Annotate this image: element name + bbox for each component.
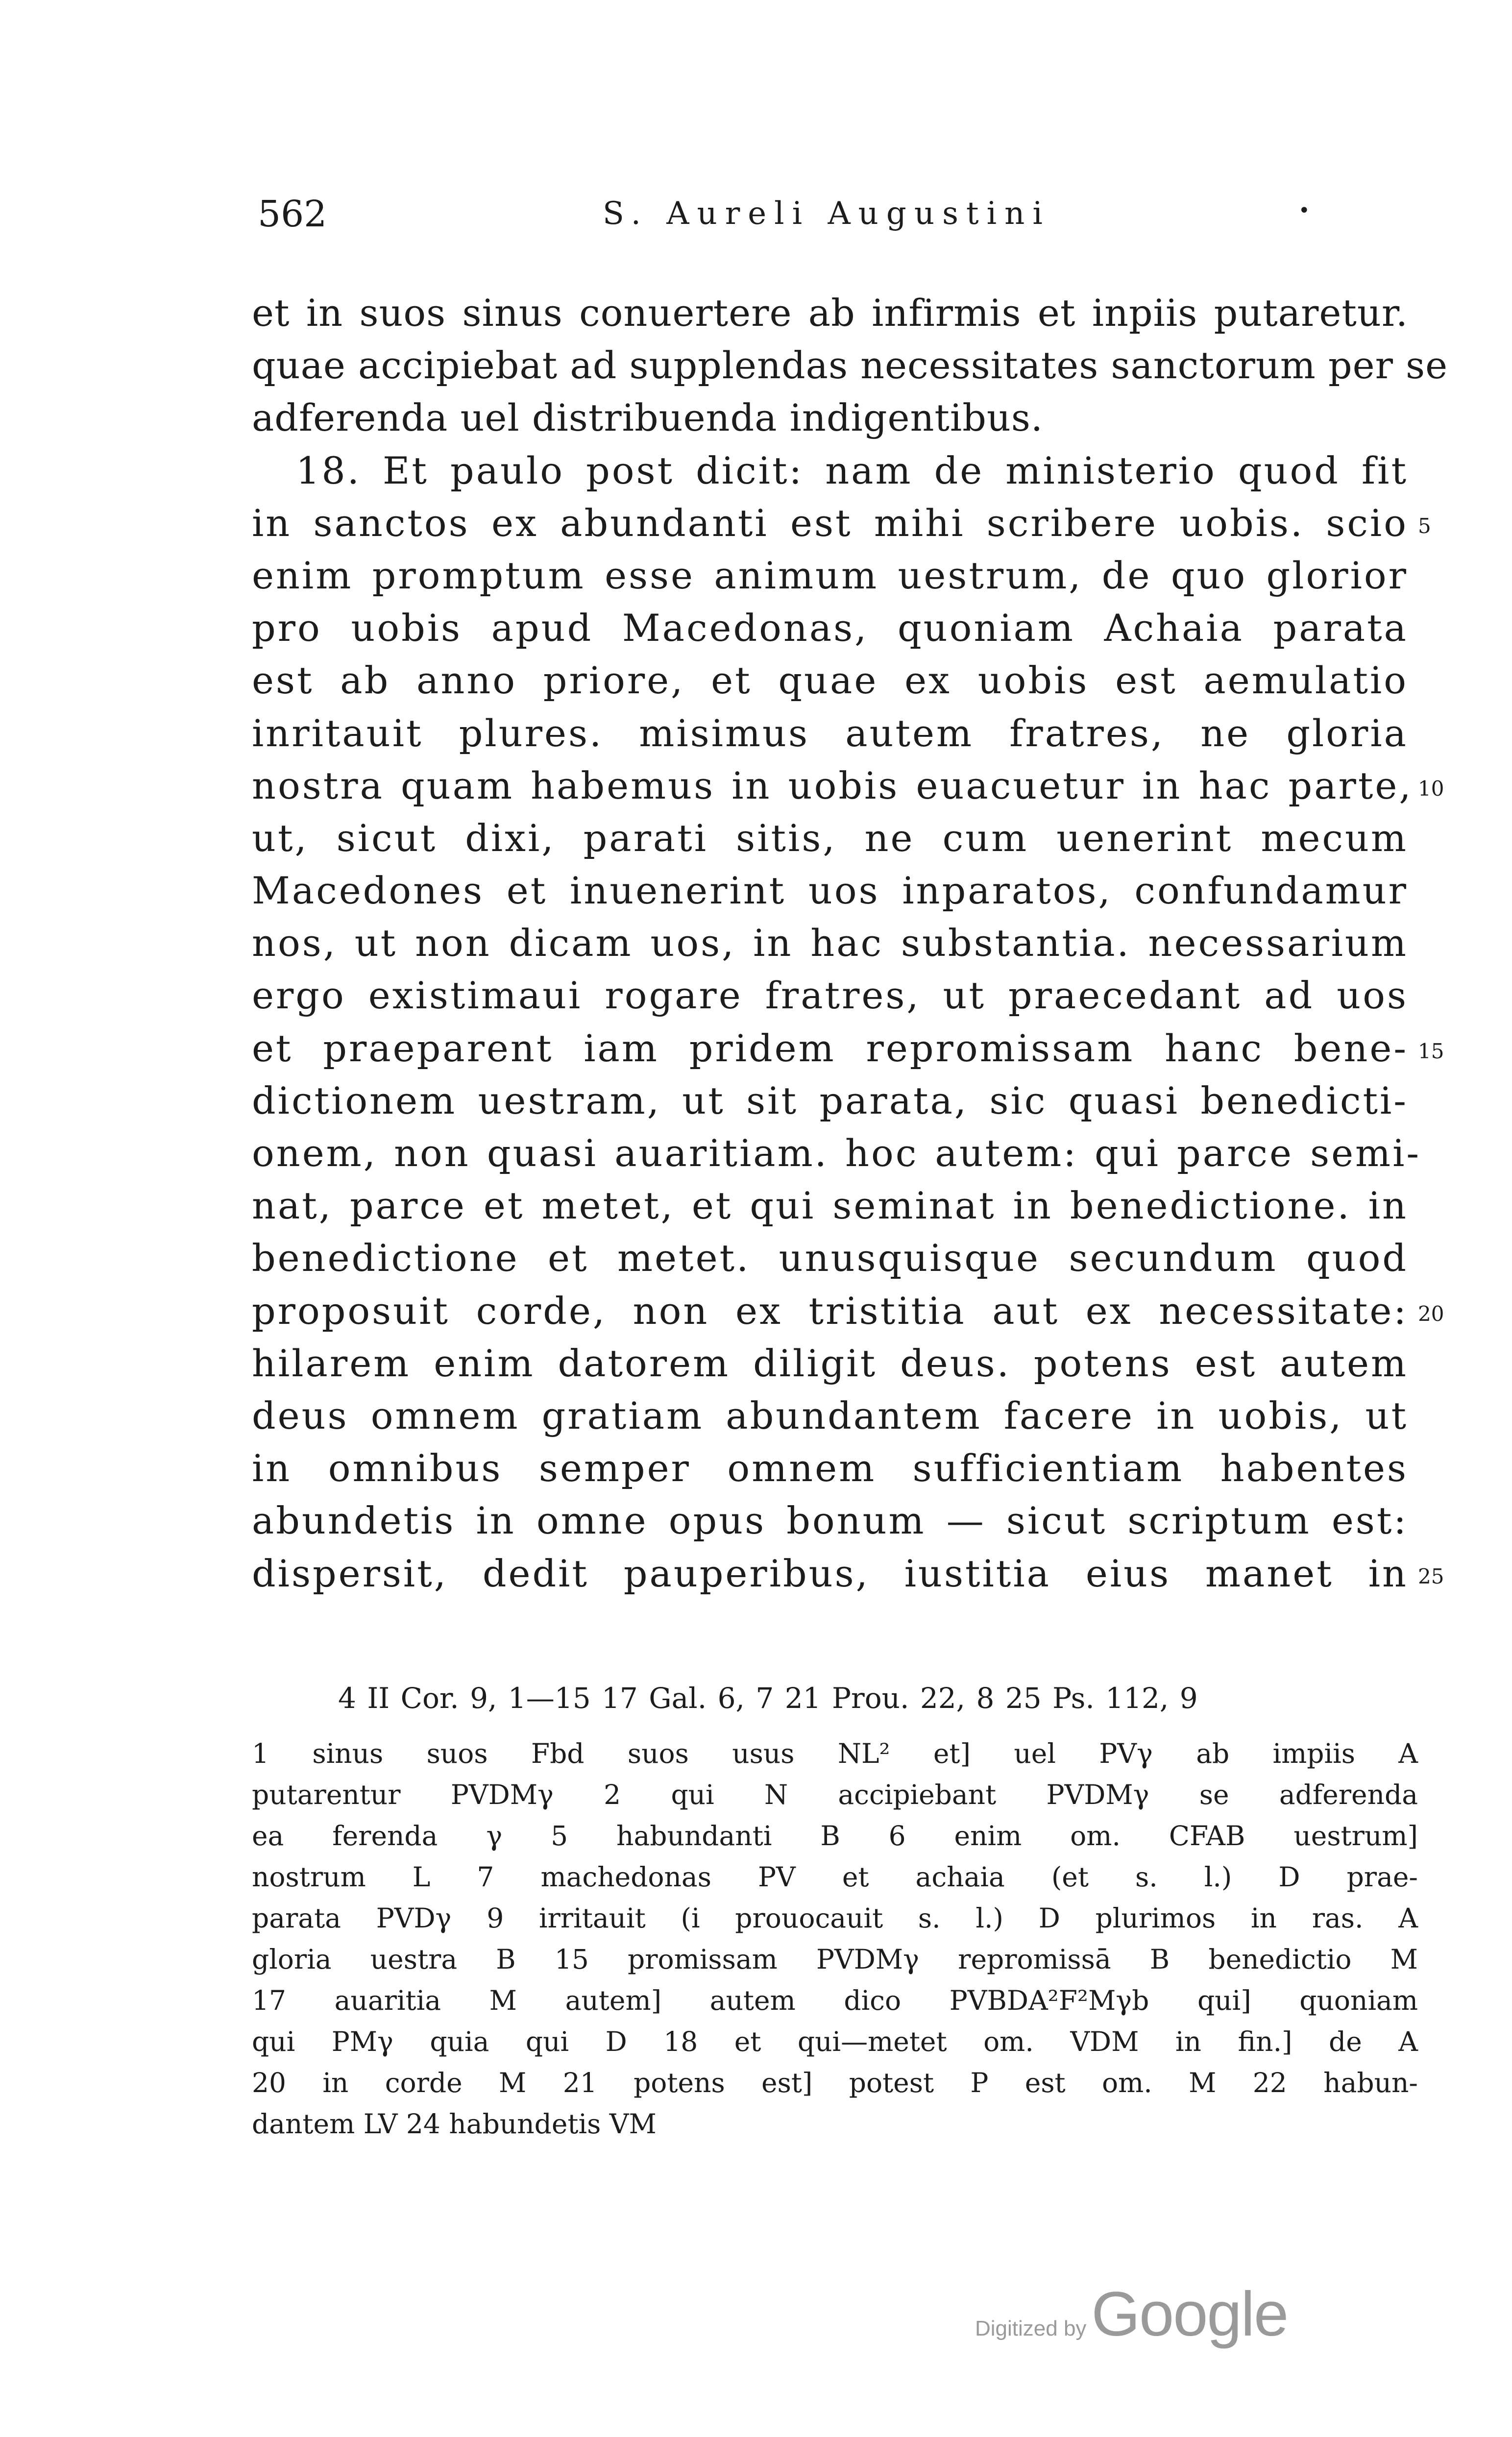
text-line-content: enim promptum esse animum uestrum, de quo glorior [252,553,1408,597]
header-mark: • [1298,199,1310,222]
text-line-content: in omnibus semper omnem sufficientiam habentes [252,1446,1408,1490]
text-line [252,1547,1444,1600]
text-line [252,1127,1421,1179]
text-line [252,339,1448,391]
running-head: S. Aureli Augustini [603,195,1050,232]
text-line-content: dictionem uestram, ut sit parata, sic quasi benedicti- [252,1078,1408,1122]
text-line [252,602,1408,654]
text-line [252,707,1408,759]
source-references: 4 II Cor. 9, 1—15 17 Gal. 6, 7 21 Prou. 22, 8 25 Ps. 112, 9 [338,1682,1198,1715]
text-line-content: ut, sicut dixi, parati sitis, ne cum uenerint mecum [252,816,1408,860]
text-line-content: onem, non quasi auaritiam. hoc autem: qui parce semi- [252,1131,1421,1175]
text-line-content: in sanctos ex abundanti est mihi scribere uobis. scio [252,501,1408,545]
text-line-content: quae accipiebat ad supplendas necessitates sanctorum per se [252,343,1448,388]
text-line [252,812,1408,864]
text-line-content: benedictione et metet. unusquisque secundum quod [252,1236,1408,1280]
text-line [252,1285,1444,1337]
text-line [252,1494,1408,1547]
text-line [252,1179,1408,1232]
apparatus-line: putarentur PVDMγ 2 qui N accipiebant PVDMγ se adferenda [252,1779,1418,1810]
text-line [252,759,1444,812]
apparatus-line: qui PMγ quia qui D 18 et qui—metet om. VDM in fin.] de A [252,2026,1418,2057]
text-line-content: nostra quam habemus in uobis euacuetur in hac parte, [252,763,1413,807]
apparatus-line: 20 in corde M 21 potens est] potest P est om. M 22 habun- [252,2067,1418,2098]
line-number: 20 [1418,1301,1444,1326]
text-line [252,1337,1408,1389]
critical-apparatus [252,1733,1418,2145]
apparatus-line: gloria uestra B 15 promissam PVDMγ repromissā B benedictio M [252,1944,1418,1975]
text-line [252,1232,1408,1284]
apparatus-line: 17 auaritia M autem] autem dico PVBDA²F²Mγb qui] quoniam [252,1985,1418,2016]
text-line-content: deus omnem gratiam abundantem facere in uobis, ut [252,1393,1408,1438]
text-line-content: est ab anno priore, et quae ex uobis est aemulatio [252,658,1408,703]
text-line-content: nat, parce et metet, et qui seminat in benedictione. in [252,1184,1408,1228]
digitized-by-label: Digitized by [975,2316,1087,2340]
main-text [252,287,1448,1600]
text-line [252,287,1408,339]
text-line-content: et in suos sinus conuertere ab infirmis et inpiis putaretur. [252,291,1408,335]
apparatus-line: ea ferenda γ 5 habundanti B 6 enim om. CFAB uestrum] [252,1820,1418,1852]
apparatus-line: dantem LV 24 habundetis VM [252,2108,657,2140]
text-line-content: 18. Et paulo post dicit: nam de ministerio quod fit [296,448,1408,492]
text-line [252,917,1408,969]
apparatus-line: 1 sinus suos Fbd suos usus NL² et] uel PVγ ab impiis A [252,1738,1418,1769]
text-line-content: inritauit plures. misimus autem fratres, ne gloria [252,711,1408,755]
text-line [252,1074,1408,1127]
apparatus-line: parata PVDγ 9 irritauit (i prouocauit s. l.) D plurimos in ras. A [252,1902,1418,1934]
text-line-content: Macedones et inuenerint uos inparatos, confundamur [252,869,1408,913]
text-line-content: nos, ut non dicam uos, in hac substantia. necessarium [252,921,1408,965]
text-line [252,864,1408,917]
apparatus-line: nostrum L 7 machedonas PV et achaia (et s. l.) D prae- [252,1861,1418,1893]
text-line-content: hilarem enim datorem diligit deus. potens est autem [252,1341,1408,1385]
text-line [252,1442,1408,1494]
text-line-content: et praeparent iam pridem repromissam hanc bene- [252,1026,1408,1070]
text-line [252,1022,1444,1074]
text-line-content: abundetis in omne opus bonum — sicut scriptum est: [252,1499,1408,1543]
text-line-content: proposuit corde, non ex tristitia aut ex necessitate: [252,1289,1408,1333]
text-line-content: adferenda uel distribuenda indigentibus. [252,396,1043,440]
text-line [252,549,1408,602]
text-line-content: dispersit, dedit pauperibus, iustitia eius manet in [252,1551,1408,1595]
text-line [252,969,1408,1022]
line-number: 15 [1418,1039,1444,1063]
text-line-content: pro uobis apud Macedonas, quoniam Achaia parata [252,606,1408,650]
text-line [252,1389,1408,1442]
page-number: 562 [258,193,327,235]
text-line-content: ergo existimaui rogare fratres, ut praecedant ad uos [252,974,1408,1018]
text-line [252,654,1408,707]
google-logo: Google [1091,2279,1288,2349]
text-line [252,391,1408,444]
text-line [252,444,1408,497]
digitized-watermark [975,2278,1288,2350]
line-number: 10 [1418,776,1444,801]
line-number: 25 [1418,1564,1444,1588]
line-number: 5 [1418,513,1431,538]
text-line [252,497,1431,549]
